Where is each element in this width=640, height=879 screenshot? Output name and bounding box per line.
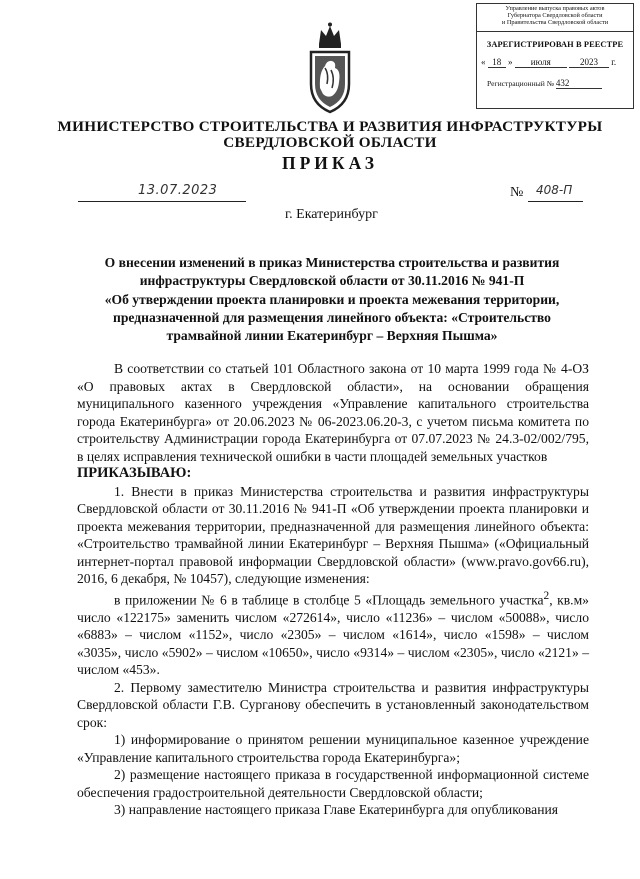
stamp-header — [477, 4, 633, 32]
stamp-year-suffix: г. — [611, 57, 617, 67]
order-number-label: № — [510, 185, 524, 200]
order-title-line: «Об утверждении проекта планировки и проекта межевания территории, — [104, 291, 560, 307]
ministry-name-line1: МИНИСТЕРСТВО СТРОИТЕЛЬСТВА И РАЗВИТИЯ ИНФРАСТРУКТУРЫ — [57, 118, 603, 135]
registration-stamp — [476, 3, 634, 109]
stamp-date — [481, 57, 633, 68]
ministry-name-line2: СВЕРДЛОВСКОЙ ОБЛАСТИ — [223, 134, 437, 151]
coat-of-arms-icon — [305, 22, 355, 114]
stamp-header-line: Управление выпуска правовых актов — [505, 5, 605, 12]
order-title-line: предназначенной для размещения линейного объекта: «Строительство — [113, 309, 551, 325]
stamp-quote-open: « — [481, 57, 486, 67]
document-type: ПРИКАЗ — [281, 153, 379, 173]
stamp-day: 18 — [488, 57, 506, 68]
item-1-subparagraph — [77, 588, 589, 679]
item-1-sub-text-b: , кв.м» число «122175» заменить числом «272614», число «11236» – числом «50088», число «6883» – числом «1152», число «2305» – числом «1614», число «1598» – числом «3035», число «5902» – числом «10650», число «9314» – числом «2305», число «2121» – числом «453». — [77, 592, 589, 678]
stamp-reg-number-value: 432 — [556, 78, 602, 89]
document-body — [77, 360, 589, 819]
stamp-num-sign: № — [546, 79, 554, 88]
order-title-line: О внесении изменений в приказ Министерства строительства и развития — [104, 255, 560, 270]
order-word: ПРИКАЗЫВАЮ: — [77, 465, 192, 481]
order-number: 408-П — [528, 183, 583, 202]
stamp-header-line: Губернатора Свердловской области — [507, 12, 603, 19]
stamp-header-line: и Правительства Свердловской области — [501, 19, 609, 26]
item-2: 2. Первому заместителю Министра строительства и развития инфраструктуры Свердловской области Г.В. Сурганову обеспечить в установленный законодательством срок: — [77, 679, 589, 730]
city: г. Екатеринбург — [285, 207, 378, 222]
stamp-reg-number — [487, 78, 633, 89]
item-1: 1. Внести в приказ Министерства строительства и развития инфраструктуры Свердловской области от 30.11.2016 № 941-П «Об утверждении проекта планировки и проекта межевания территории, предназначенной для размещения линейного объекта: «Строительство трамвайной линии Екатеринбург – Верхняя Пышма» («Официальный интернет-портал правовой информации Свердловской области» (www.pravo.gov66.ru), 2016, 6 декабря, № 10457), следующие изменения: — [77, 483, 589, 586]
item-2-3: 3) направление настоящего приказа Главе Екатеринбурга для опубликования — [114, 802, 558, 818]
stamp-month: июля — [515, 57, 567, 68]
item-2-1: 1) информирование о принятом решении муниципальное казенное учреждение «Управление капитального строительства города Екатеринбурга»; — [77, 732, 589, 765]
item-1-sub-superscript: 2 — [543, 589, 550, 602]
ministry-name — [40, 119, 620, 151]
stamp-quote-close: » — [508, 57, 513, 67]
order-date: 13.07.2023 — [78, 183, 246, 202]
order-title-line: трамвайной линии Екатеринбург – Верхняя Пышма» — [166, 328, 498, 344]
stamp-year: 2023 — [569, 57, 609, 68]
order-title — [72, 254, 592, 345]
preamble-paragraph: В соответствии со статьей 101 Областного закона от 10 марта 1999 года № 4-ОЗ «О правовых актах в Свердловской области», на основании обращения муниципального казенного учреждения «Управление капитального строительства города Екатеринбурга» от 20.06.2023 № 06-2023.06.20-3, с учетом письма комитета по строительству Администрации города Екатеринбурга от 07.07.2023 № 24.3-02/002/795, в целях исправления технической ошибки в части площадей земельных участков — [77, 361, 589, 464]
order-title-line: инфраструктуры Свердловской области от 30.11.2016 № 941-П — [139, 273, 525, 289]
stamp-registered-label: ЗАРЕГИСТРИРОВАН В РЕЕСТРЕ — [486, 40, 624, 49]
stamp-reg-label: Регистрационный — [487, 79, 545, 88]
item-1-sub-text-a: в приложении № 6 в таблице в столбце 5 «Площадь земельного участка — [114, 592, 544, 608]
item-2-2: 2) размещение настоящего приказа в государственной информационной системе обеспечения градостроительной деятельности Свердловской области; — [77, 767, 589, 800]
